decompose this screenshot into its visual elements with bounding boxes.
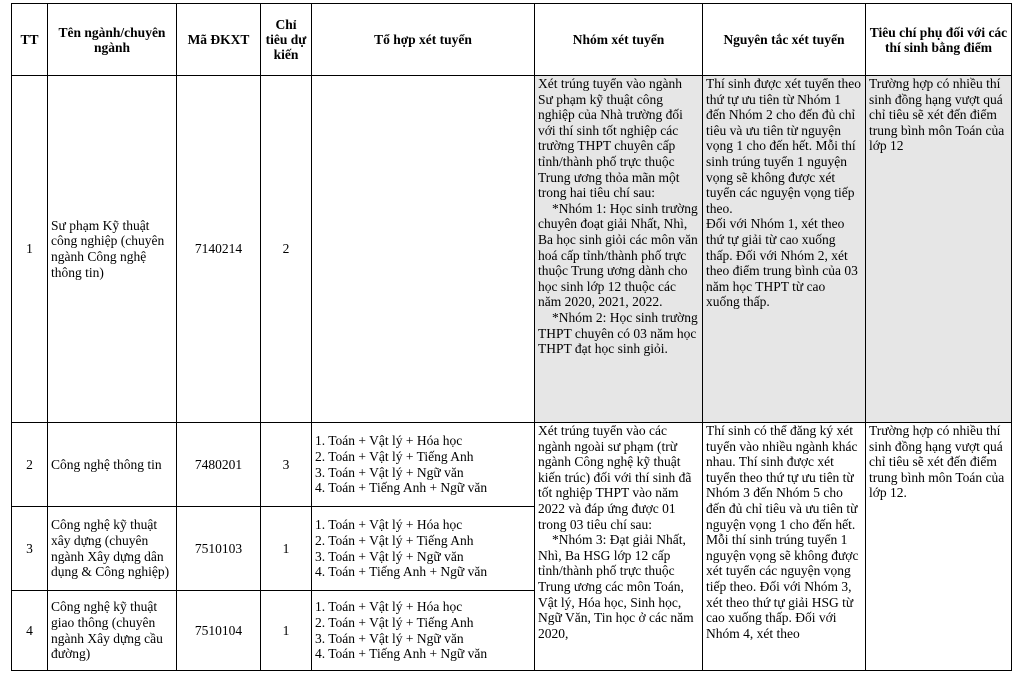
row-combos: [312, 507, 535, 591]
combo-item: 4. Toán + Tiếng Anh + Ngữ văn: [315, 480, 488, 496]
shared-principle-text: Thí sinh có thể đăng ký xét tuyển vào nhiều ngành khác nhau. Thí sinh được xét tuyển theo thứ tự ưu tiên từ Nhóm 3 đến Nhóm 5 cho đến đủ chỉ tiêu và ưu tiên từ nguyện vọng 1 cho đến hết. Mỗi thí sinh trúng tuyển 1 nguyện vọng sẽ không được xét tuyển các nguyện vọng tiếp theo. Đối với Nhóm 3, xét theo thứ tự giải HSG từ cao xuống thấp. Đối với Nhóm 4, xét theo: [706, 423, 859, 641]
row-combos-empty: [312, 76, 535, 423]
row-code: 7510104: [177, 591, 261, 671]
header-major: Tên ngành/chuyên ngành: [48, 4, 177, 76]
header-group: Nhóm xét tuyển: [535, 4, 703, 76]
header-quota: Chỉ tiêu dự kiến: [261, 4, 312, 76]
principle-part-2: Đối với Nhóm 1, xét theo thứ tự giải từ cao xuống thấp. Đối với Nhóm 2, xét theo điểm trung bình của 03 năm học THPT từ cao xuống thấp.: [706, 216, 858, 310]
row-principle: [703, 76, 866, 423]
combo-item: 4. Toán + Tiếng Anh + Ngữ văn: [315, 646, 488, 662]
header-row: [12, 4, 1012, 76]
header-principle: Nguyên tắc xét tuyển: [703, 4, 866, 76]
header-tiebreak: Tiêu chí phụ đối với các thí sinh bằng điểm: [866, 4, 1012, 76]
row-quota: 1: [261, 591, 312, 671]
group-item-2: *Nhóm 2: Học sinh trường THPT chuyên có 03 năm học THPT đạt học sinh giỏi.: [538, 309, 698, 357]
combo-item: 2. Toán + Vật lý + Tiếng Anh: [315, 532, 474, 548]
group-intro: Xét trúng tuyển vào ngành Sư phạm kỹ thuật công nghiệp của Nhà trường đối với thí sinh tốt nghiệp các trường THPT chuyên cấp tỉnh/thành phố trực thuộc Trung ương thỏa mãn một trong hai tiêu chí sau:: [538, 76, 683, 201]
row-major: Sư phạm Kỹ thuật công nghiệp (chuyên ngành Công nghệ thông tin): [48, 76, 177, 423]
row-tt: 2: [12, 423, 48, 507]
combo-item: 3. Toán + Vật lý + Ngữ văn: [315, 464, 464, 480]
principle-part-1: Thí sinh được xét tuyển theo thứ tự ưu tiên từ Nhóm 1 đến Nhóm 2 cho đến đủ chỉ tiêu và ưu tiên từ nguyện vọng 1 cho đến hết. Mỗi thí sinh trúng tuyển 1 nguyện vọng sẽ không được xét tuyển các nguyện vọng tiếp theo.: [706, 76, 862, 216]
row-major: Công nghệ kỹ thuật xây dựng (chuyên ngành Xây dựng dân dụng & Công nghiệp): [48, 507, 177, 591]
combo-item: 1. Toán + Vật lý + Hóa học: [315, 599, 463, 615]
shared-tiebreak-text: Trường hợp có nhiều thí sinh đồng hạng vượt quá chỉ tiêu sẽ xét đến điểm trung bình môn Toán của lớp 12.: [869, 423, 1005, 501]
header-tt: TT: [12, 4, 48, 76]
row-group: [535, 76, 703, 423]
combo-item: 4. Toán + Tiếng Anh + Ngữ văn: [315, 564, 488, 580]
admission-table: [11, 3, 1012, 671]
combo-item: 3. Toán + Vật lý + Ngữ văn: [315, 548, 464, 564]
row-quota: 2: [261, 76, 312, 423]
header-code: Mã ĐKXT: [177, 4, 261, 76]
shared-tiebreak: [866, 423, 1012, 671]
shared-group: [535, 423, 703, 671]
row-combos: [312, 591, 535, 671]
row-code: 7510103: [177, 507, 261, 591]
table-row: [12, 76, 1012, 423]
table-row: [12, 423, 1012, 507]
row-major: Công nghệ kỹ thuật giao thông (chuyên ngành Xây dựng cầu đường): [48, 591, 177, 671]
combo-item: 1. Toán + Vật lý + Hóa học: [315, 433, 463, 449]
combo-item: 3. Toán + Vật lý + Ngữ văn: [315, 630, 464, 646]
row-tiebreak: Trường hợp có nhiều thí sinh đồng hạng vượt quá chỉ tiêu sẽ xét đến điểm trung bình môn Toán của lớp 12: [866, 76, 1012, 423]
row-tt: 3: [12, 507, 48, 591]
row-code: 7140214: [177, 76, 261, 423]
group-item-1: *Nhóm 1: Học sinh trường chuyên đoạt giải Nhất, Nhì, Ba học sinh giỏi các môn văn hoá cấp tỉnh/thành phố trực thuộc Trung ương dành cho học sinh lớp 12 thuộc các năm 2020, 2021, 2022.: [538, 200, 698, 310]
row-tt: 1: [12, 76, 48, 423]
row-quota: 1: [261, 507, 312, 591]
shared-group-intro: Xét trúng tuyển vào các ngành ngoài sư phạm (trừ ngành Công nghệ kỹ thuật kiến trúc) đối với thí sinh đã tốt nghiệp THPT vào năm 2022 và đáp ứng được 01 trong 03 tiêu chí sau:: [538, 423, 692, 532]
row-major: Công nghệ thông tin: [48, 423, 177, 507]
row-combos: [312, 423, 535, 507]
row-quota: 3: [261, 423, 312, 507]
shared-principle: [703, 423, 866, 671]
combo-item: 2. Toán + Vật lý + Tiếng Anh: [315, 448, 474, 464]
row-tt: 4: [12, 591, 48, 671]
header-combos: Tổ hợp xét tuyển: [312, 4, 535, 76]
shared-group-item-3: *Nhóm 3: Đạt giải Nhất, Nhì, Ba HSG lớp 12 cấp tỉnh/thành phố trực thuộc Trung ương các môn Toán, Vật lý, Hóa học, Sinh học, Ngữ Văn, Tin học ở các năm 2020,: [538, 532, 694, 641]
row-code: 7480201: [177, 423, 261, 507]
combo-item: 1. Toán + Vật lý + Hóa học: [315, 517, 463, 533]
combo-item: 2. Toán + Vật lý + Tiếng Anh: [315, 614, 474, 630]
